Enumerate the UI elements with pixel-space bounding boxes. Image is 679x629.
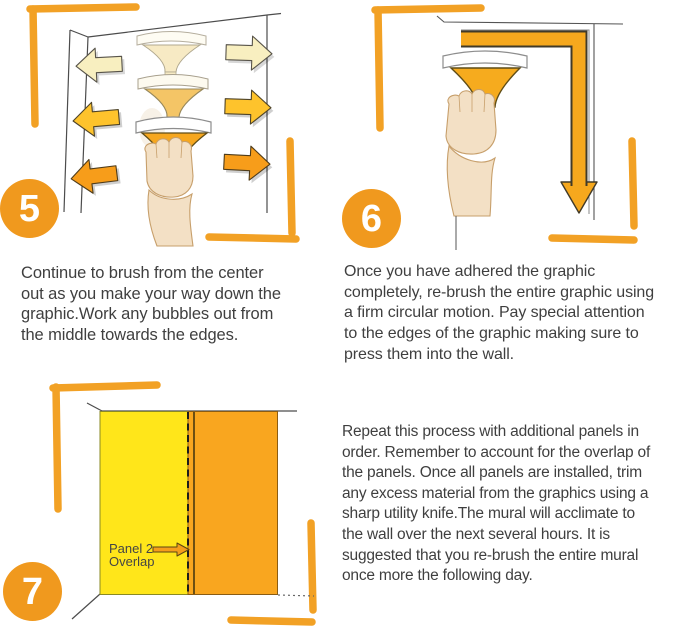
- panel-overlap-label-line1: Panel 2: [109, 541, 154, 556]
- panel-1-orange: [188, 412, 278, 595]
- step5-number-badge: 5: [0, 179, 59, 238]
- step7-description: Repeat this process with additional panels in order. Remember to account for the overlap of the panels. Once all panels are installed, trim any excess material from the graphics using a sharp utility knife.The mural will acclimate to the wall over the next several hours. It is suggested that you re-brush the entire mural once more the following day.: [342, 423, 651, 585]
- brush-right-arrows-icon: [223, 35, 275, 184]
- baseboard-dotted-line: [278, 595, 314, 596]
- hand-icon: [145, 138, 193, 247]
- step6-number-badge: 6: [342, 189, 401, 248]
- brush-left-arrows-icon: [69, 47, 125, 199]
- squeegee-ghost-top-icon: [137, 32, 206, 81]
- hand-icon: [446, 90, 496, 217]
- step7-number-badge: 7: [3, 562, 62, 621]
- step6-description: Once you have adhered the graphic completely, re-brush the entire graphic using a firm circular motion. Pay special attention to the edges of the graphic making sure to press them into the wall.: [344, 263, 655, 363]
- corner-bracket-bottom-right-icon: [552, 141, 634, 240]
- panel-overlap-label-line2: Overlap: [109, 554, 155, 569]
- step5-description: Continue to brush from the center out as you make your way down the graphic.Work any bubbles out from the middle towards the edges.: [21, 264, 281, 345]
